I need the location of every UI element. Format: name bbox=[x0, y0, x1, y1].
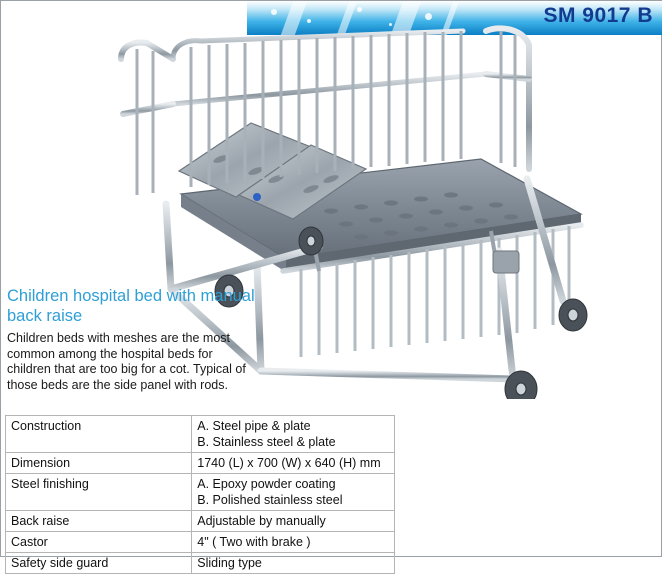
spec-value-line: Sliding type bbox=[197, 556, 262, 570]
banner-sparkle-decoration bbox=[357, 7, 362, 12]
table-row bbox=[6, 453, 395, 474]
specification-table bbox=[5, 415, 395, 574]
model-code: SM 9017 B bbox=[543, 4, 653, 27]
spec-label: Construction bbox=[6, 416, 192, 453]
spec-value-line: B. Polished stainless steel bbox=[197, 493, 343, 507]
table-row bbox=[6, 553, 395, 574]
spec-value-line: Adjustable by manually bbox=[197, 514, 326, 528]
table-row bbox=[6, 416, 395, 453]
spec-label: Safety side guard bbox=[6, 553, 192, 574]
spec-value-line: 1740 (L) x 700 (W) x 640 (H) mm bbox=[197, 456, 381, 470]
spec-label: Steel finishing bbox=[6, 474, 192, 511]
spec-label: Castor bbox=[6, 532, 192, 553]
spec-value bbox=[192, 511, 395, 532]
adjustment-knob bbox=[253, 193, 261, 201]
spec-label: Dimension bbox=[6, 453, 192, 474]
spec-label: Back raise bbox=[6, 511, 192, 532]
spec-value-line: A. Steel pipe & plate bbox=[197, 419, 311, 433]
product-headline: Children hospital bed with manual back raise bbox=[7, 287, 255, 325]
spec-value-line: A. Epoxy powder coating bbox=[197, 477, 336, 491]
banner-sparkle-decoration bbox=[271, 9, 277, 15]
spec-value bbox=[192, 416, 395, 453]
table-row bbox=[6, 511, 395, 532]
table-row bbox=[6, 532, 395, 553]
spec-value-line: 4" ( Two with brake ) bbox=[197, 535, 311, 549]
spec-value-line: B. Stainless steel & plate bbox=[197, 435, 336, 449]
spec-value bbox=[192, 474, 395, 511]
spec-value bbox=[192, 532, 395, 553]
product-description: Children beds with meshes are the most common among the hospital beds for children that are too big for a cot. Typical of those beds are the side panel with rods. bbox=[7, 331, 246, 392]
spec-value bbox=[192, 453, 395, 474]
spec-value bbox=[192, 553, 395, 574]
table-row bbox=[6, 474, 395, 511]
